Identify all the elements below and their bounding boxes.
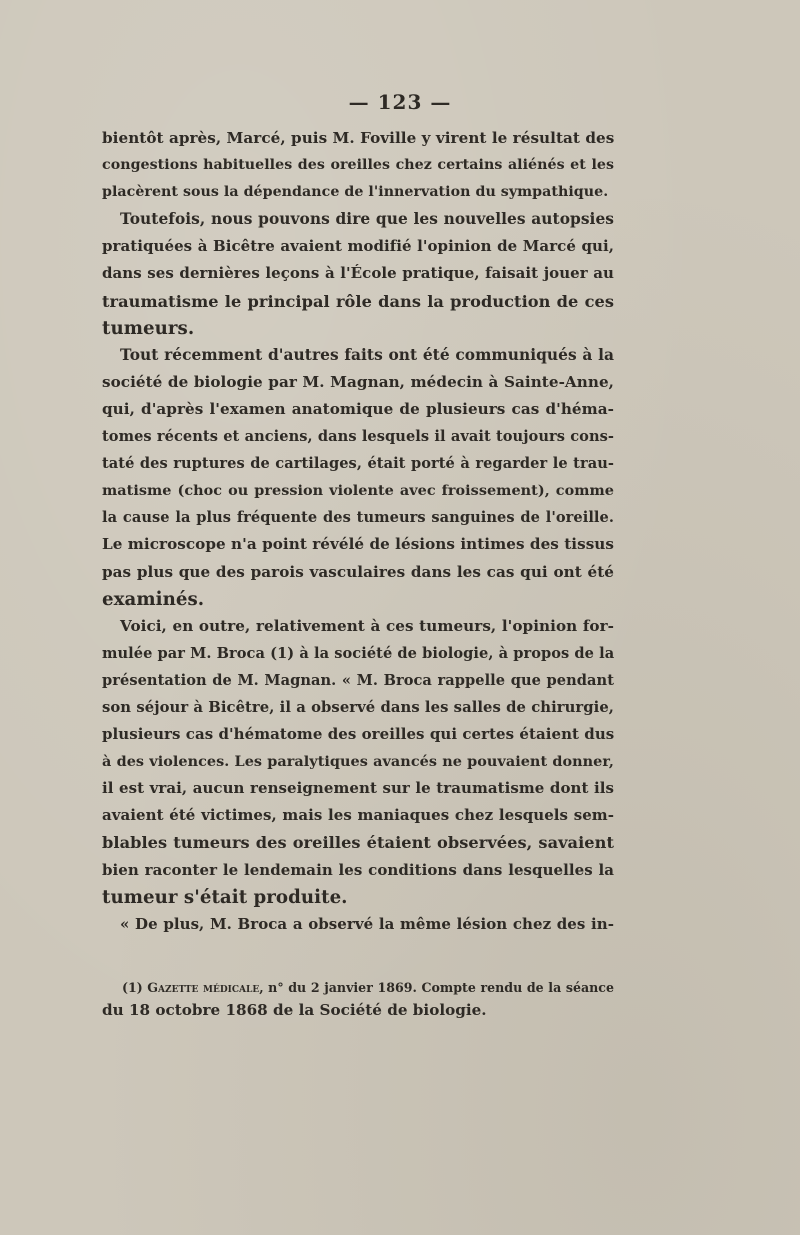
text-line: examinés. bbox=[102, 588, 205, 610]
footnote-line bbox=[102, 977, 614, 999]
text-line: mulée par M. Broca (1) à la société de biologie, à propos de la bbox=[102, 644, 615, 662]
page-number: — 123 — bbox=[348, 90, 452, 114]
text-line: Toutefois, nous pouvons dire que les nouvelles autopsies bbox=[120, 210, 614, 229]
text-line: taté des ruptures de cartilages, était porté à regarder le trau- bbox=[102, 455, 614, 473]
text-line: pas plus que des parois vasculaires dans les cas qui ont été bbox=[102, 562, 614, 581]
text-line: blables tumeurs des oreilles étaient observées, savaient bbox=[102, 833, 614, 853]
text-line: Le microscope n'a point révélé de lésions intimes des tissus bbox=[102, 535, 614, 554]
text-line: placèrent sous la dépendance de l'innervation du sympathique. bbox=[102, 184, 609, 201]
text-line: qui, d'après l'examen anatomique de plusieurs cas d'héma- bbox=[102, 399, 614, 418]
footnote-journal: Gazette médicale bbox=[147, 980, 260, 995]
text-line: traumatisme le principal rôle dans la production de ces bbox=[102, 291, 614, 311]
text-line: dans ses dernières leçons à l'École pratique, faisait jouer au bbox=[102, 264, 614, 283]
body-text bbox=[102, 125, 614, 938]
text-line: tumeurs. bbox=[102, 317, 195, 339]
text-line: tumeur s'était produite. bbox=[102, 886, 348, 908]
text-line: présentation de M. Magnan. « M. Broca rappelle que pendant bbox=[102, 671, 614, 689]
text-line: son séjour à Bicêtre, il a observé dans les salles de chirurgie, bbox=[102, 698, 614, 716]
text-line: il est vrai, aucun renseignement sur le traumatisme dont ils bbox=[102, 779, 614, 798]
text-line: matisme (choc ou pression violente avec froissement), comme bbox=[102, 482, 614, 500]
text-line: bientôt après, Marcé, puis M. Foville y virent le résultat des bbox=[102, 129, 615, 147]
text-line: congestions habituelles des oreilles chez certains aliénés et les bbox=[102, 157, 614, 174]
text-line: à des violences. Les paralytiques avancés ne pouvaient donner, bbox=[102, 753, 614, 771]
text-line: « De plus, M. Broca a observé la même lésion chez des in- bbox=[120, 914, 614, 933]
text-line: tomes récents et anciens, dans lesquels il avait toujours cons- bbox=[102, 428, 614, 446]
footnote-citation: , n° du 2 janvier 1869. Compte rendu de la séance bbox=[259, 980, 614, 995]
text-line: société de biologie par M. Magnan, médecin à Sainte-Anne, bbox=[102, 372, 614, 391]
text-line: Voici, en outre, relativement à ces tumeurs, l'opinion for- bbox=[120, 616, 614, 635]
text-line: Tout récemment d'autres faits ont été communiqués à la bbox=[120, 345, 614, 364]
footnote-marker: (1) bbox=[122, 980, 148, 995]
footnote-line: du 18 octobre 1868 de la Société de biologie. bbox=[102, 1001, 487, 1019]
text-line: avaient été victimes, mais les maniaques chez lesquels sem- bbox=[102, 806, 614, 825]
footnote bbox=[102, 977, 614, 1021]
text-line: plusieurs cas d'hématome des oreilles qui certes étaient dus bbox=[102, 725, 615, 744]
text-line: la cause la plus fréquente des tumeurs sanguines de l'oreille. bbox=[102, 509, 614, 527]
text-line: bien raconter le lendemain les conditions dans lesquelles la bbox=[102, 860, 614, 879]
text-line: pratiquées à Bicêtre avaient modifié l'opinion de Marcé qui, bbox=[102, 237, 614, 256]
